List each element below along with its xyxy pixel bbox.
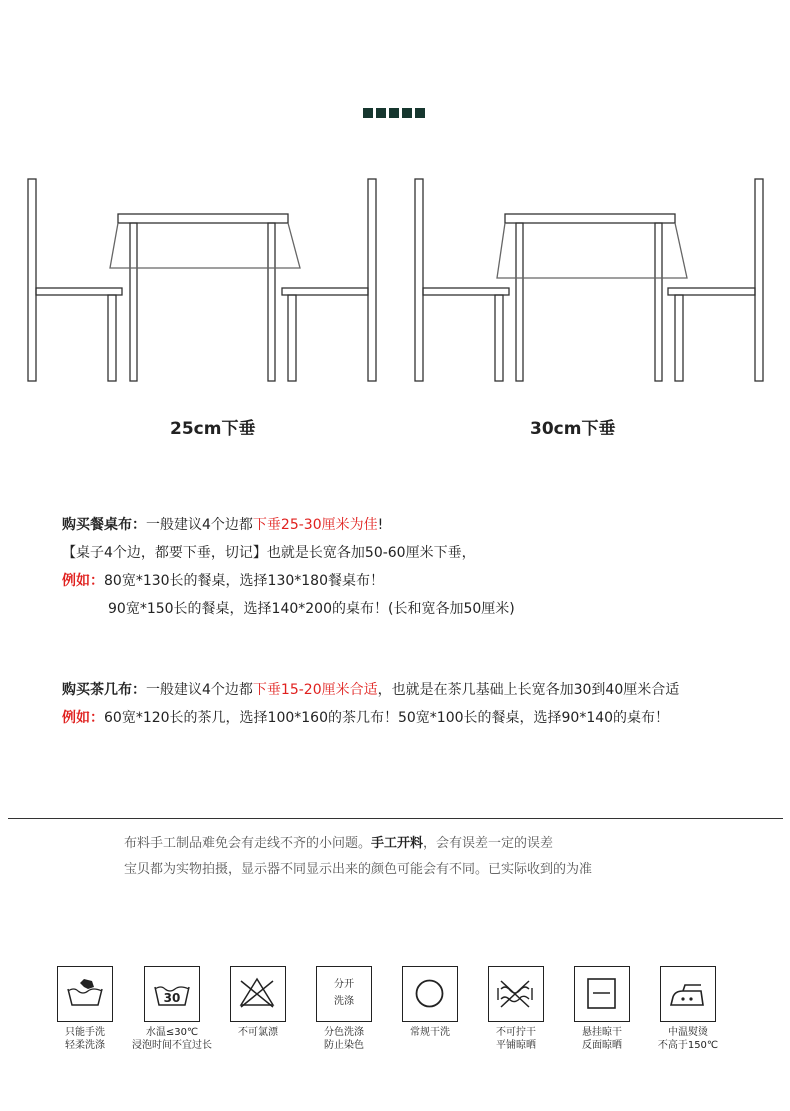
dining-example-label: 例如：	[62, 573, 104, 589]
coffee-example-label: 例如：	[62, 710, 104, 726]
care-dry-clean: 常规干洗	[400, 966, 460, 1039]
left-table	[110, 214, 300, 381]
dining-highlight: 下垂25-30厘米为佳	[252, 517, 378, 533]
coffee-label: 购买茶几布：	[62, 682, 146, 698]
wash-temp: 30	[163, 991, 181, 1005]
note-line1: 布料手工制品难免会有走线不齐的小问题。手工开料，会有误差一定的误差	[124, 836, 554, 851]
dry-clean-icon	[403, 967, 456, 1020]
decorative-dots	[363, 108, 425, 118]
no-bleach-icon	[231, 967, 284, 1020]
divider	[8, 818, 783, 819]
left-chair-right	[282, 179, 376, 381]
dining-line2: 【桌子4个边，都要下垂，切记】也就是长宽各加50-60厘米下垂，	[62, 545, 476, 561]
coffee-example1: 例如：60宽*120长的茶几，选择100*160的茶几布！50宽*100长的餐桌，选择90*140的桌布！	[62, 710, 670, 726]
dining-example2: 90宽*150长的餐桌，选择140*200的桌布！(长和宽各加50厘米)	[108, 601, 515, 617]
left-caption: 25cm下垂	[170, 419, 256, 439]
care-hand-wash: 只能手洗 轻柔洗涤	[55, 966, 115, 1052]
no-wring-icon	[489, 967, 542, 1020]
care-hang-dry: 悬挂晾干 反面晾晒	[572, 966, 632, 1052]
left-chair-left	[28, 179, 122, 381]
right-caption: 30cm下垂	[530, 419, 616, 439]
right-chair-right	[668, 179, 763, 381]
dining-advice: 购买餐桌布：一般建议4个边都下垂25-30厘米为佳!	[62, 517, 384, 533]
dining-example1: 例如：80宽*130长的餐桌，选择130*180餐桌布！	[62, 573, 384, 589]
hang-dry-icon	[575, 967, 628, 1020]
dining-label: 购买餐桌布：	[62, 517, 146, 533]
coffee-highlight: 下垂15-20厘米合适	[252, 682, 378, 698]
wash-30-icon	[145, 967, 198, 1020]
care-wash-30: 30 水温≤30℃ 浸泡时间不宜过长	[142, 966, 202, 1052]
care-wash-separately: 分开 洗涤 分色洗涤 防止染色	[314, 966, 374, 1052]
right-chair-left	[415, 179, 509, 381]
tablecloth-diagram	[0, 150, 790, 390]
note-line2: 宝贝都为实物拍摄，显示器不同显示出来的颜色可能会有不同。已实际收到的为准	[124, 862, 593, 877]
care-no-bleach: 不可氯漂	[228, 966, 288, 1039]
wash-separately-icon: 分开 洗涤	[334, 979, 354, 1007]
care-iron-medium: 中温熨烫 不高于150℃	[658, 966, 718, 1052]
iron-medium-icon	[661, 967, 714, 1020]
coffee-advice: 购买茶几布：一般建议4个边都下垂15-20厘米合适，也就是在茶几基础上长宽各加30到40厘米合适	[62, 682, 680, 698]
right-table	[497, 214, 687, 381]
hand-wash-icon	[58, 967, 111, 1020]
care-no-wring: 不可拧干 平铺晾晒	[486, 966, 546, 1052]
